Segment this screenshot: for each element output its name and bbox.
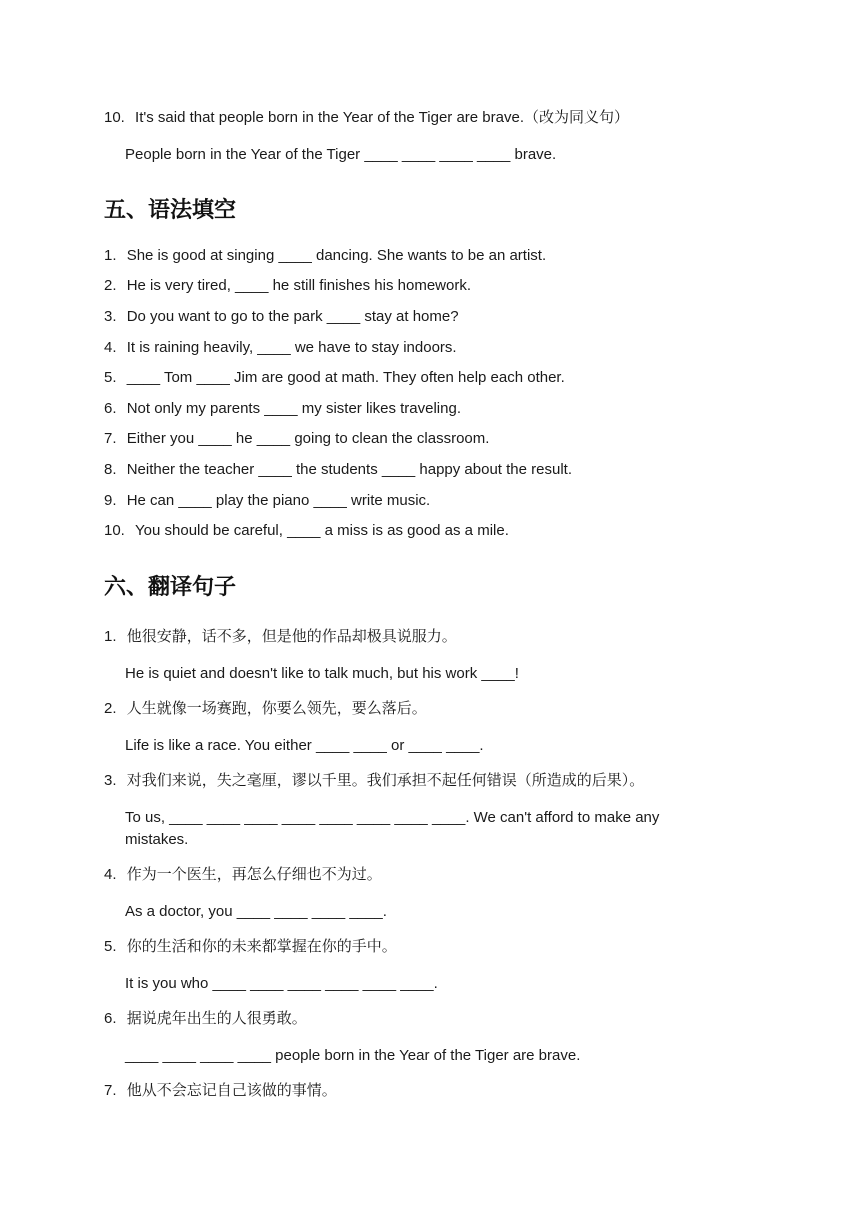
question-10-rewrite [104,108,629,128]
item-number: 5. [104,369,117,386]
item-number: 6. [104,1010,117,1027]
item-number: 6. [104,400,117,417]
item-number: 2. [104,277,117,294]
item-text: You should be careful, ____ a miss is as good as a mile. [135,522,509,539]
question-number: 10. [104,109,125,126]
item-number: 9. [104,492,117,509]
english-answer-line: ____ ____ ____ ____ people born in the Year of the Tiger are brave. [125,1047,581,1064]
chinese-sentence: 对我们来说，失之毫厘，谬以千里。我们承担不起任何错误（所造成的后果）。 [126,772,645,789]
item-number: 3. [104,772,117,789]
translation-item [104,627,457,647]
translation-item [104,1009,307,1029]
grammar-item [104,491,430,511]
chinese-sentence: 他从不会忘记自己该做的事情。 [126,1082,337,1099]
item-number: 10. [104,522,125,539]
grammar-item [104,368,565,388]
item-text: Either you ____ he ____ going to clean the classroom. [126,430,490,447]
item-number: 4. [104,866,117,883]
grammar-item [104,429,489,449]
chinese-sentence: 据说虎年出生的人很勇敢。 [126,1010,307,1027]
item-number: 2. [104,700,117,717]
grammar-item [104,338,457,358]
translation-item [104,699,427,719]
grammar-item [104,460,572,480]
section-heading-grammar-fill: 五、语法填空 [104,198,237,223]
item-number: 3. [104,308,117,325]
item-text: He is very tired, ____ he still finishes his homework. [126,277,471,294]
item-text: Neither the teacher ____ the students ____ happy about the result. [126,461,572,478]
question-text: It's said that people born in the Year of the Tiger are brave.（改为同义句） [135,109,629,126]
grammar-item [104,307,459,327]
chinese-sentence: 他很安静，话不多，但是他的作品却极具说服力。 [126,628,457,645]
english-answer-line: As a doctor, you ____ ____ ____ ____. [125,903,387,920]
item-text: ____ Tom ____ Jim are good at math. They often help each other. [126,369,565,386]
question-10-answer-line: People born in the Year of the Tiger ____ ____ ____ ____ brave. [125,146,557,163]
translation-item [104,1081,337,1101]
section-heading-translation: 六、翻译句子 [104,575,237,600]
translation-item [104,865,382,885]
english-answer-line: To us, ____ ____ ____ ____ ____ ____ ____ ____. We can't afford to make any mistakes. [125,809,660,848]
chinese-sentence: 人生就像一场赛跑，你要么领先，要么落后。 [126,700,427,717]
english-answer-line: He is quiet and doesn't like to talk much, but his work ____! [125,665,519,682]
item-number: 7. [104,430,117,447]
item-number: 5. [104,938,117,955]
grammar-item [104,521,509,541]
item-text: Do you want to go to the park ____ stay at home? [126,308,459,325]
translation-item [104,771,644,791]
item-number: 4. [104,339,117,356]
grammar-item [104,276,471,296]
item-text: He can ____ play the piano ____ write music. [126,492,431,509]
english-answer-line: It is you who ____ ____ ____ ____ ____ ____. [125,975,438,992]
item-number: 7. [104,1082,117,1099]
grammar-item [104,399,461,419]
chinese-sentence: 你的生活和你的未来都掌握在你的手中。 [126,938,397,955]
item-number: 1. [104,628,117,645]
grammar-item [104,246,546,266]
item-text: Not only my parents ____ my sister likes traveling. [126,400,461,417]
item-text: It is raining heavily, ____ we have to stay indoors. [126,339,457,356]
english-answer-line: Life is like a race. You either ____ ____ or ____ ____. [125,737,484,754]
item-number: 8. [104,461,117,478]
item-number: 1. [104,247,117,264]
item-text: She is good at singing ____ dancing. She wants to be an artist. [126,247,547,264]
chinese-sentence: 作为一个医生，再怎么仔细也不为过。 [126,866,382,883]
translation-item [104,937,397,957]
